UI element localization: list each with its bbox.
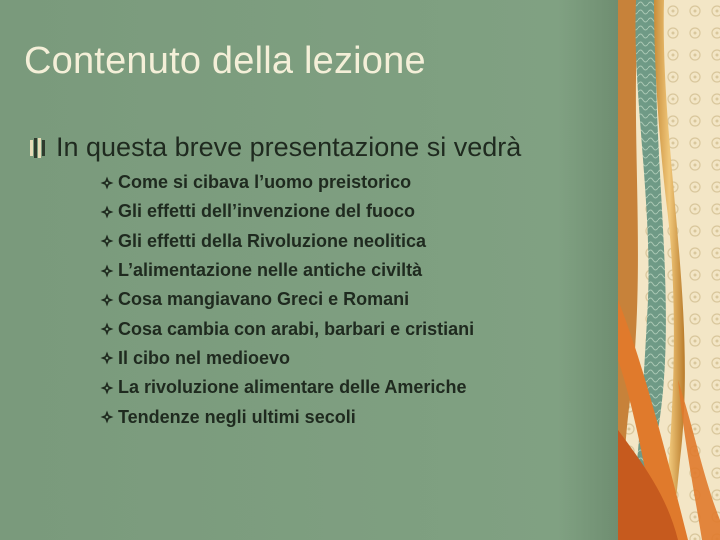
list-item-text: Gli effetti dell’invenzione del fuoco: [118, 201, 416, 222]
list-item: [100, 285, 474, 314]
lead-text: In questa breve presentazione si vedrà: [56, 132, 522, 162]
slide-title: Contenuto della lezione: [24, 40, 426, 82]
list-item: [100, 373, 474, 402]
diamond-bullet-icon: [100, 322, 114, 336]
list-item: [100, 256, 474, 285]
diamond-bullet-icon: [100, 293, 114, 307]
diamond-bullet-icon: [100, 205, 114, 219]
list-item: [100, 197, 474, 226]
list-item-text: Il cibo nel medioevo: [118, 347, 291, 368]
list-item-text: Tendenze negli ultimi secoli: [118, 406, 356, 427]
list-item-text: L’alimentazione nelle antiche civiltà: [118, 260, 423, 281]
list-item-text: Cosa cambia con arabi, barbari e cristiani: [118, 318, 475, 339]
diamond-bullet-icon: [100, 381, 114, 395]
decorative-side-panel: [618, 0, 720, 540]
diamond-bullet-icon: [100, 176, 114, 190]
list-item: [100, 402, 474, 431]
topic-list: [100, 168, 474, 432]
list-item-text: La rivoluzione alimentare delle Americhe: [118, 377, 467, 398]
list-item-text: Gli effetti della Rivoluzione neolitica: [118, 230, 427, 251]
list-item: [100, 227, 474, 256]
list-item: [100, 168, 474, 197]
list-item: [100, 314, 474, 343]
list-item-text: Cosa mangiavano Greci e Romani: [118, 289, 410, 310]
diamond-bullet-icon: [100, 351, 114, 365]
list-item: [100, 344, 474, 373]
diamond-bullet-icon: [100, 264, 114, 278]
diamond-bullet-icon: [100, 410, 114, 424]
striped-bullet-icon: [30, 137, 46, 159]
diamond-bullet-icon: [100, 234, 114, 248]
lead-bullet-row: [30, 132, 521, 163]
list-item-text: Come si cibava l’uomo preistorico: [118, 172, 412, 193]
